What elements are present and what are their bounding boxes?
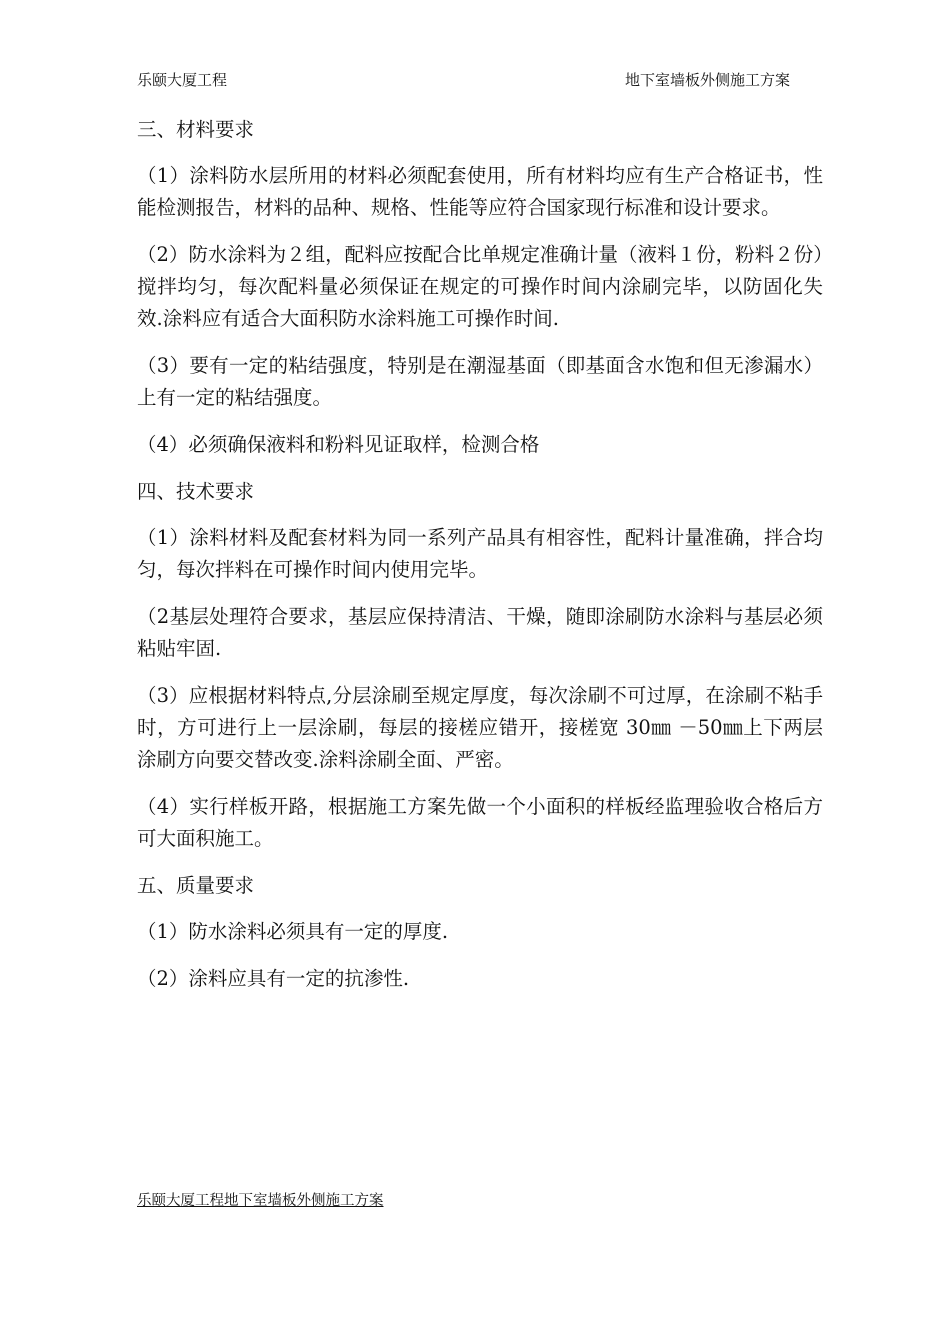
- materials-item-4: （4）必须确保液料和粉料见证取样，检测合格: [137, 433, 540, 456]
- section-heading-quality: 五、质量要求: [137, 874, 255, 897]
- header-project-name: 乐颐大厦工程: [137, 71, 228, 89]
- technical-item-1: （1）涂料材料及配套材料为同一系列产品具有相容性，配料计量准确，拌合均匀，每次拌料在可操作时间内使用完毕。: [137, 526, 823, 581]
- footer-document-title: 乐颐大厦工程地下室墙板外侧施工方案: [137, 1193, 384, 1209]
- section-heading-materials: 三、材料要求: [137, 118, 255, 141]
- technical-item-4: （4）实行样板开路，根据施工方案先做一个小面积的样板经监理验收合格后方可大面积施工。: [137, 795, 823, 850]
- technical-item-2: （2基层处理符合要求，基层应保持清洁、干燥，随即涂刷防水涂料与基层必须粘贴牢固.: [137, 605, 823, 660]
- quality-item-1: （1）防水涂料必须具有一定的厚度.: [137, 920, 449, 943]
- quality-item-2: （2）涂料应具有一定的抗渗性.: [137, 967, 410, 990]
- materials-item-1: （1）涂料防水层所用的材料必须配套使用，所有材料均应有生产合格证书，性能检测报告，材料的品种、规格、性能等应符合国家现行标准和设计要求。: [137, 164, 823, 219]
- document-body: [137, 114, 823, 1010]
- section-heading-technical: 四、技术要求: [137, 480, 255, 503]
- header-document-title: 地下室墙板外侧施工方案: [625, 71, 791, 89]
- materials-item-2: （2）防水涂料为２组，配料应按配合比单规定准确计量（液料１份，粉料２份）搅拌均匀，每次配料量必须保证在规定的可操作时间内涂刷完毕，以防固化失效.涂料应有适合大面积防水涂料施工可操作时间.: [137, 243, 823, 330]
- materials-item-3: （3）要有一定的粘结强度，特别是在潮湿基面（即基面含水饱和但无渗漏水）上有一定的粘结强度。: [137, 354, 823, 409]
- technical-item-3: （3）应根据材料特点,分层涂刷至规定厚度，每次涂刷不可过厚，在涂刷不粘手时，方可进行上一层涂刷，每层的接槎应错开，接槎宽 30㎜ －50㎜上下两层涂刷方向要交替改变.涂料涂刷全面、严密。: [137, 684, 823, 771]
